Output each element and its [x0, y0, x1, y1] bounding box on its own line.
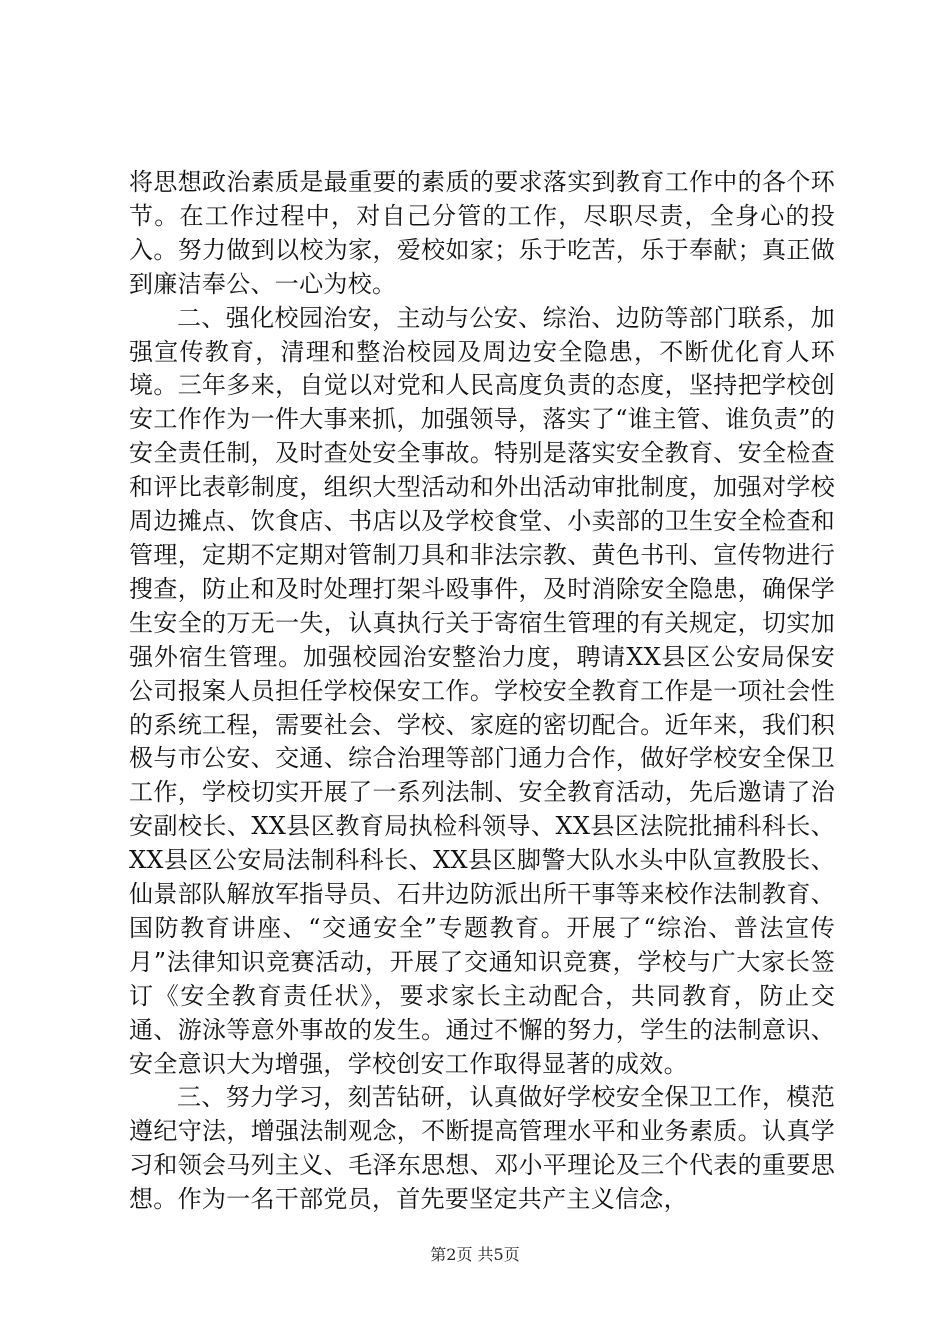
document-body — [129, 166, 835, 1217]
paragraph-section-two: 二、强化校园治安，主动与公安、综治、边防等部门联系，加强宣传教育，清理和整治校园及周边安全隐患，不断优化育人环境。三年多来，自觉以对党和人民高度负责的态度，坚持把学校创安工作作为一件大事来抓，加强领导，落实了“谁主管、谁负责”的安全责任制，及时查处安全事故。特别是落实安全教育、安全检查和评比表彰制度，组织大型活动和外出活动审批制度，加强对学校周边摊点、饮食店、书店以及学校食堂、小卖部的卫生安全检查和管理，定期不定期对管制刀具和非法宗教、黄色书刊、宣传物进行搜查，防止和及时处理打架斗殴事件，及时消除安全隐患，确保学生安全的万无一失，认真执行关于寄宿生管理的有关规定，切实加强外宿生管理。加强校园治安整治力度，聘请XX县区公安局保安公司报案人员担任学校保安工作。学校安全教育工作是一项社会性的系统工程，需要社会、学校、家庭的密切配合。近年来，我们积极与市公安、交通、综合治理等部门通力合作，做好学校安全保卫工作，学校切实开展了一系列法制、安全教育活动，先后邀请了治安副校长、XX县区教育局执检科领导、XX县区法院批捕科科长、XX县区公安局法制科科长、XX县区脚警大队水头中队宣教股长、仙景部队解放军指导员、石井边防派出所干事等来校作法制教育、国防教育讲座、“交通安全”专题教育。开展了“综治、普法宣传月”法律知识竞赛活动，开展了交通知识竞赛，学校与广大家长签订《安全教育责任状》，要求家长主动配合，共同教育，防止交通、游泳等意外事故的发生。通过不懈的努力，学生的法制意识、安全意识大为增强，学校创安工作取得显著的成效。 — [129, 303, 835, 1078]
page-number-footer: 第2页 共5页 — [430, 1245, 520, 1264]
paragraph-continuation: 将思想政治素质是最重要的素质的要求落实到教育工作中的各个环节。在工作过程中，对自己分管的工作，尽职尽责，全身心的投入。努力做到以校为家，爱校如家；乐于吃苦，乐于奉献；真正做到廉洁奉公、一心为校。 — [129, 168, 835, 298]
paragraph-section-three: 三、努力学习，刻苦钻研，认真做好学校安全保卫工作，模范遵纪守法，增强法制观念，不断提高管理水平和业务素质。认真学习和领会马列主义、毛泽东思想、邓小平理论及三个代表的重要思想。作为一名干部党员，首先要坚定共产主义信念， — [129, 1083, 835, 1214]
